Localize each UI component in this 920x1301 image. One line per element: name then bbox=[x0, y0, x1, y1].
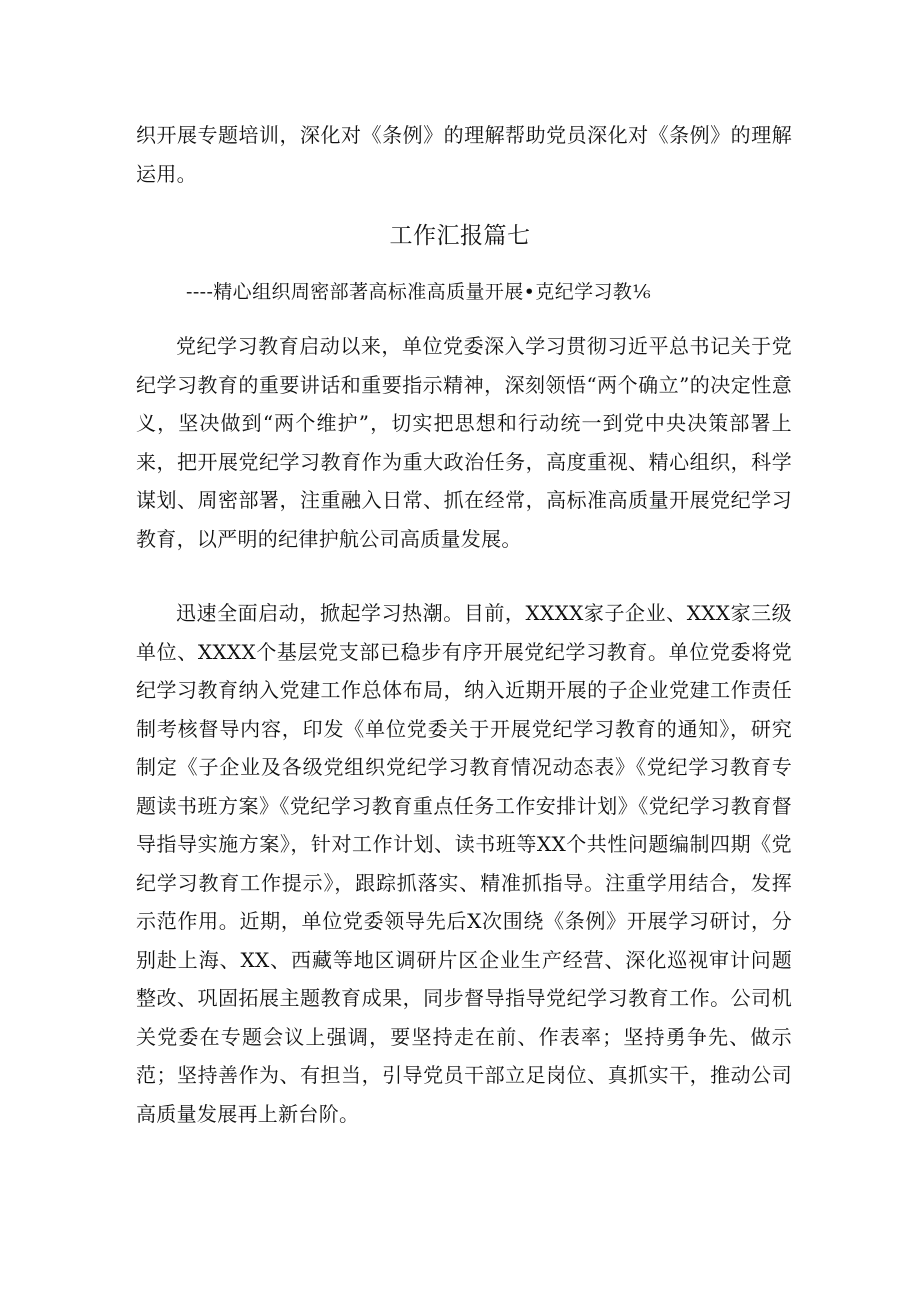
section-subtitle: ----精心组织周密部著高标准高质量开展•克纪学习教⅙ bbox=[186, 281, 652, 303]
body-paragraph-1: 党纪学习教育启动以来，单位党委深入学习贯彻习近平总书记关于党纪学习教育的重要讲话和重要指示精神，深刻领悟“两个确立”的决定性意义，坚决做到“两个维护”，切实把思想和行动统一到党中央决策部署上来，把开展党纪学习教育作为重大政治任务，高度重视、精心组织，科学谋划、周密部署，注重融入日常、抓在经常，高标准高质量开展党纪学习教育，以严明的纪律护航公司高质量发展。 bbox=[136, 334, 792, 551]
section-title: 工作汇报篇七 bbox=[389, 223, 531, 249]
continuation-paragraph: 织开展专题培训，深化对《条例》的理解帮助党员深化对《条例》的理解运用。 bbox=[136, 123, 792, 186]
body-paragraph-2: 迅速全面启动，掀起学习热潮。目前，XXXX家子企业、XXX家三级单位、XXXX个基层党支部已稳步有序开展党纪学习教育。单位党委将党纪学习教育纳入党建工作总体布局，纳入近期开展的子企业党建工作责任制考核督导内容，印发《单位党委关于开展党纪学习教育的通知》，研究制定《子企业及各级党组织党纪学习教育情况动态表》《党纪学习教育专题读书班方案》《党纪学习教育重点任务工作安排计划》《党纪学习教育督导指导实施方案》，针对工作计划、读书班等XX个共性问题编制四期《党纪学习教育工作提示》，跟踪抓落实、精准抓指导。注重学用结合，发挥示范作用。近期，单位党委领导先后X次围绕《条例》开展学习研讨，分别赴上海、XX、西藏等地区调研片区企业生产经营、深化巡视审计问题整改、巩固拓展主题教育成果，同步督导指导党纪学习教育工作。公司机关党委在专题会议上强调，要坚持走在前、作表率；坚持勇争先、做示范；坚持善作为、有担当，引导党员干部立足岗位、真抓实干，推动公司高质量发展再上新台阶。 bbox=[136, 601, 792, 1126]
